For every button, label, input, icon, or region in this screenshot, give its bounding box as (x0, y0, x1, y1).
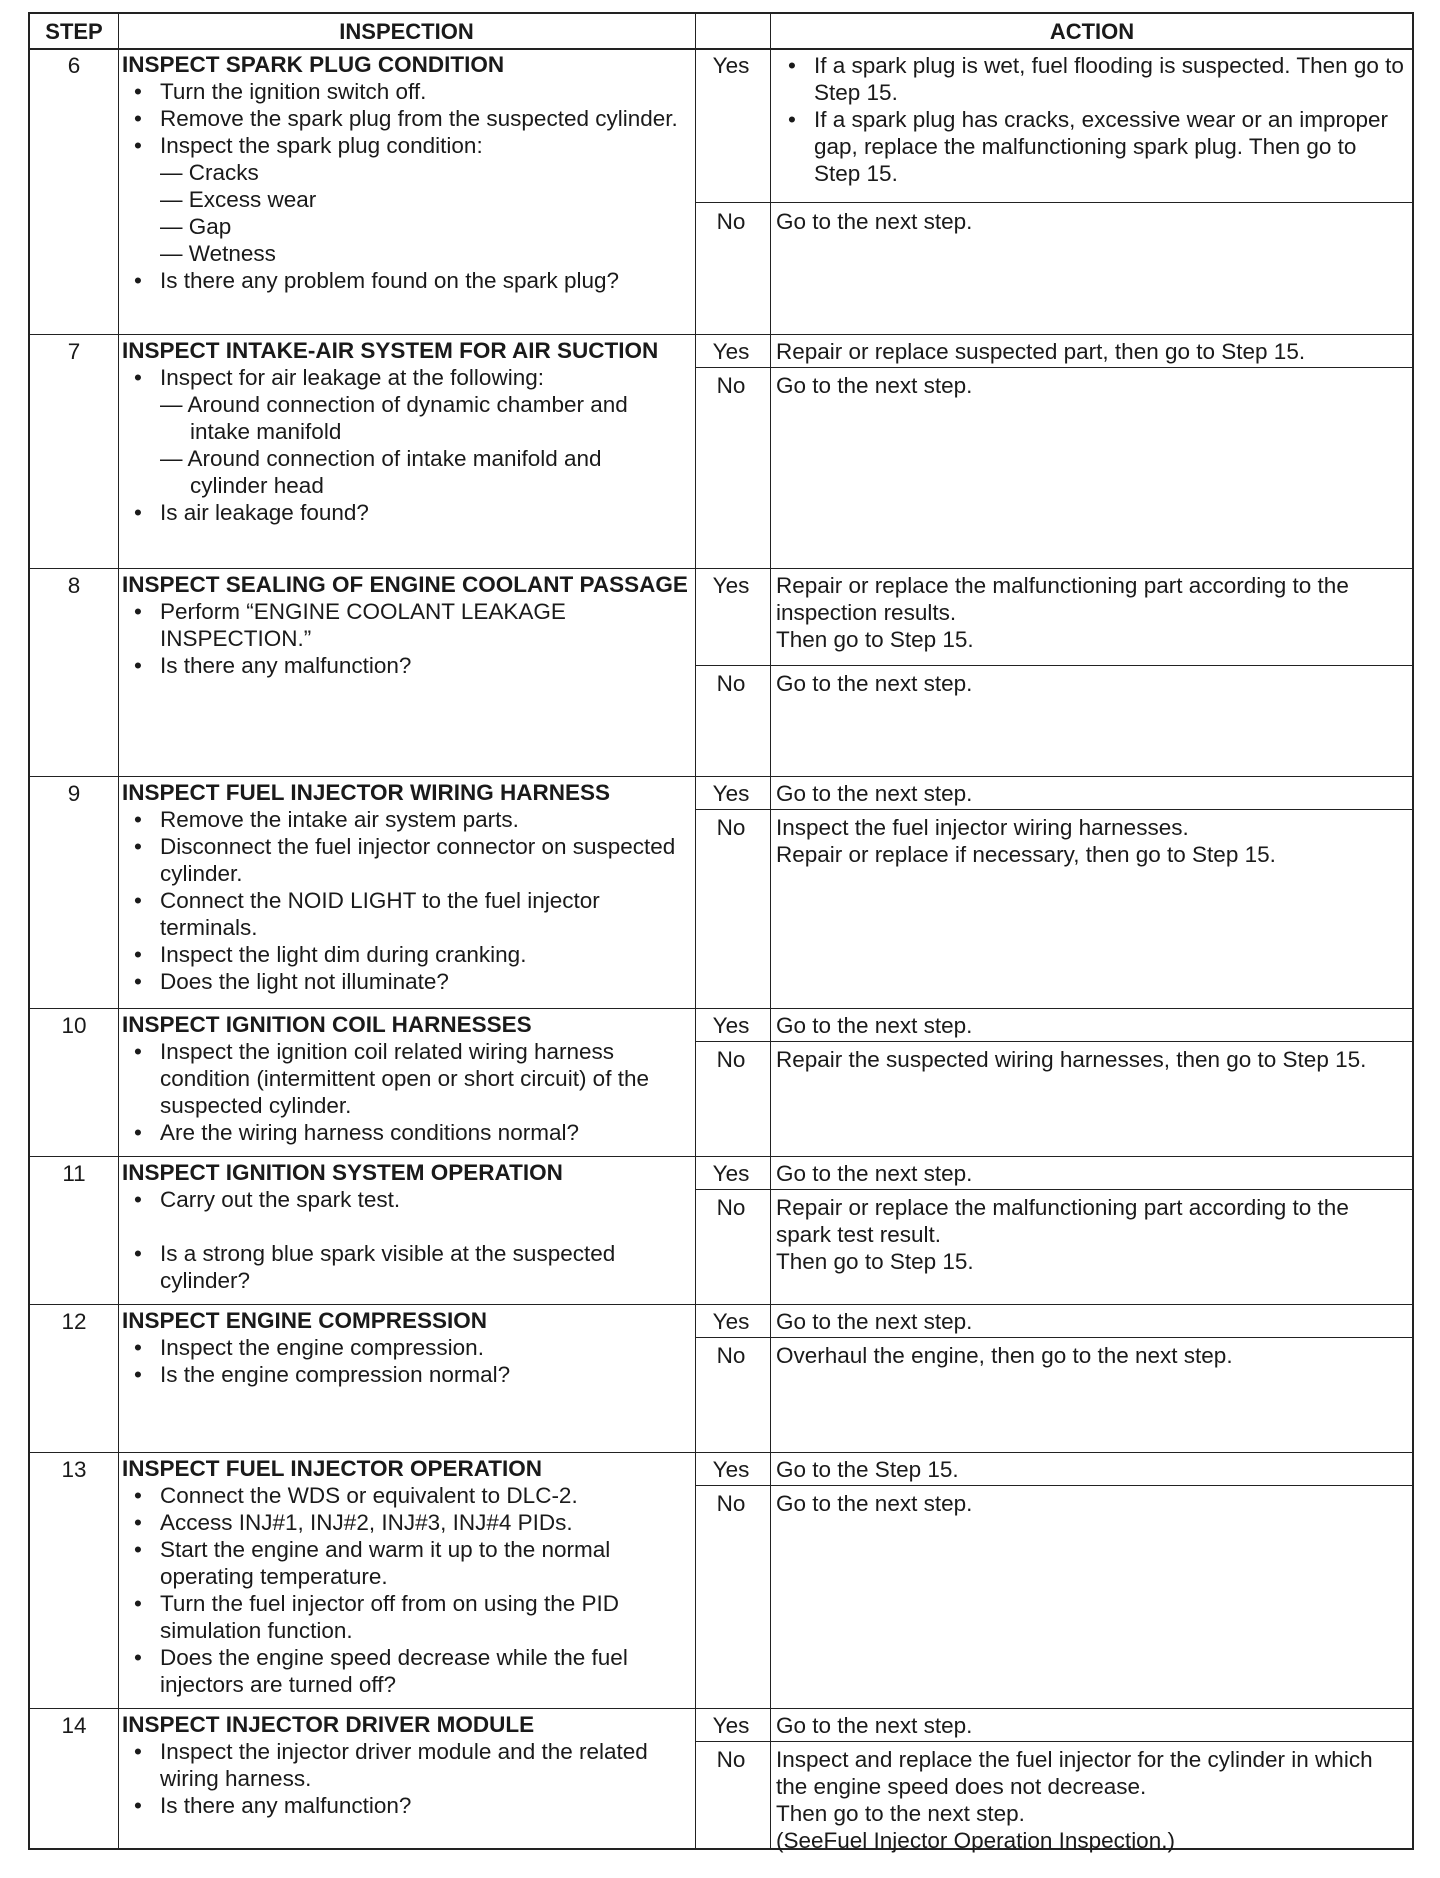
no-action (776, 1746, 1406, 1854)
step-number: 14 (61, 1713, 87, 1738)
inspection-title: INSPECT IGNITION COIL HARNESSES (122, 1012, 532, 1037)
step-number: 6 (67, 53, 81, 78)
header-step: STEP (45, 18, 103, 44)
inspection-cell (122, 51, 692, 294)
inspection-sheet (28, 12, 1414, 1853)
yes-no-divider (695, 1741, 1412, 1742)
yes-no-divider (695, 809, 1412, 810)
inspection-title: INSPECT SEALING OF ENGINE COOLANT PASSAGE (122, 572, 688, 597)
action-line: Inspect and replace the fuel injector for the cylinder in which the engine speed does not decrease. (776, 1747, 1373, 1799)
no-label: No (716, 1343, 746, 1368)
no-label: No (716, 1047, 746, 1072)
no-label: No (716, 1195, 746, 1220)
yes-no-divider (695, 367, 1412, 368)
yes-label: Yes (712, 573, 750, 598)
table-row (30, 1304, 1412, 1452)
inspection-bullet: • Carry out the spark test. (122, 1186, 692, 1213)
no-label: No (716, 209, 746, 234)
inspection-title: INSPECT INJECTOR DRIVER MODULE (122, 1712, 535, 1737)
yes-label: Yes (712, 1161, 750, 1186)
inspection-bullet: • Inspect the injector driver module and the related wiring harness. (122, 1738, 692, 1792)
no-action: Go to the next step. (776, 671, 973, 696)
no-label: No (716, 1747, 746, 1772)
inspection-bullet: • Turn the ignition switch off. (122, 78, 692, 105)
yes-no-divider (695, 1337, 1412, 1338)
inspection-bullet: • Inspect for air leakage at the following: (122, 364, 692, 391)
inspection-title: INSPECT ENGINE COMPRESSION (122, 1308, 488, 1333)
yes-label: Yes (712, 339, 750, 364)
action-bullet: • If a spark plug has cracks, excessive wear or an improper gap, replace the malfunctioning spark plug. Then go to Step 15. (776, 106, 1406, 187)
inspection-bullet: • Perform “ENGINE COOLANT LEAKAGE INSPECTION.” (122, 598, 692, 652)
action-line: Repair or replace if necessary, then go to Step 15. (776, 842, 1276, 867)
action-line: Then go to the next step. (776, 1801, 1025, 1826)
inspection-subitem: — Excess wear (160, 187, 317, 212)
action-line: Inspect the fuel injector wiring harnesses. (776, 815, 1189, 840)
inspection-cell (122, 1011, 692, 1146)
inspection-bullet: • Disconnect the fuel injector connector on suspected cylinder. (122, 833, 692, 887)
inspection-table (28, 12, 1414, 1853)
inspection-bullet: • Remove the intake air system parts. (122, 806, 692, 833)
yes-label: Yes (712, 1309, 750, 1334)
inspection-bullet: • Turn the fuel injector off from on using the PID simulation function. (122, 1590, 692, 1644)
step-number: 7 (67, 339, 81, 364)
table-row (30, 776, 1412, 1008)
yes-no-divider (695, 1485, 1412, 1486)
step-number: 11 (62, 1161, 86, 1186)
inspection-question: • Is there any problem found on the spark plug? (122, 267, 692, 294)
inspection-bullet: • Access INJ#1, INJ#2, INJ#3, INJ#4 PIDs. (122, 1509, 692, 1536)
header-inspection: INSPECTION (339, 18, 474, 44)
step-number: 13 (61, 1457, 87, 1482)
inspection-cell (122, 1159, 692, 1294)
yes-label: Yes (712, 1013, 750, 1038)
yes-action: Go to the Step 15. (776, 1457, 959, 1482)
no-label: No (716, 815, 746, 840)
inspection-question: • Is there any malfunction? (122, 1792, 692, 1819)
inspection-bullet: • Inspect the ignition coil related wiring harness condition (intermittent open or short circuit) of the suspected cylinder. (122, 1038, 692, 1119)
yes-action: Go to the next step. (776, 1713, 973, 1738)
table-row (30, 1708, 1412, 1852)
inspection-question: • Does the light not illuminate? (122, 968, 692, 995)
inspection-cell (122, 1455, 692, 1698)
no-action (776, 814, 1406, 868)
action-line: Then go to Step 15. (776, 627, 974, 652)
inspection-title: INSPECT SPARK PLUG CONDITION (122, 52, 505, 77)
inspection-question: • Is there any malfunction? (122, 652, 692, 679)
step-number: 8 (67, 573, 81, 598)
step-number: 12 (61, 1309, 87, 1334)
inspection-cell (122, 337, 692, 526)
yes-no-divider (695, 1041, 1412, 1042)
yes-label: Yes (712, 781, 750, 806)
inspection-bullet: • Inspect the light dim during cranking. (122, 941, 692, 968)
no-action: Go to the next step. (776, 209, 973, 234)
no-action: Go to the next step. (776, 1491, 973, 1516)
inspection-bullet: • Inspect the spark plug condition: (122, 132, 692, 159)
table-row (30, 48, 1412, 334)
yes-no-divider (695, 665, 1412, 666)
inspection-bullet: • Connect the NOID LIGHT to the fuel injector terminals. (122, 887, 692, 941)
inspection-subitem: — Gap (160, 214, 232, 239)
action-line: (SeeFuel Injector Operation Inspection.) (776, 1828, 1175, 1853)
no-action: Repair the suspected wiring harnesses, then go to Step 15. (776, 1047, 1367, 1072)
no-action (776, 1194, 1406, 1275)
inspection-subitem: — Wetness (160, 241, 276, 266)
header-action: ACTION (1049, 18, 1135, 44)
no-action: Go to the next step. (776, 373, 973, 398)
no-label: No (716, 671, 746, 696)
inspection-bullet: • Connect the WDS or equivalent to DLC-2. (122, 1482, 692, 1509)
inspection-subitem: — Cracks (160, 160, 259, 185)
yes-no-divider (695, 1189, 1412, 1190)
inspection-subitem-cont: cylinder head (190, 473, 324, 498)
inspection-subitem: — Around connection of dynamic chamber and (160, 392, 628, 417)
yes-action (776, 52, 1406, 187)
inspection-title: INSPECT IGNITION SYSTEM OPERATION (122, 1160, 563, 1185)
no-label: No (716, 373, 746, 398)
step-number: 10 (61, 1013, 87, 1038)
yes-action: Go to the next step. (776, 1013, 973, 1038)
inspection-question: • Is air leakage found? (122, 499, 692, 526)
yes-action: Go to the next step. (776, 1309, 973, 1334)
action-line: Repair or replace the malfunctioning part according to the spark test result. (776, 1195, 1349, 1247)
inspection-cell (122, 779, 692, 995)
yes-action: Go to the next step. (776, 1161, 973, 1186)
inspection-question: • Is a strong blue spark visible at the suspected cylinder? (122, 1240, 692, 1294)
inspection-subitem-cont: intake manifold (190, 419, 342, 444)
inspection-title: INSPECT FUEL INJECTOR WIRING HARNESS (122, 780, 610, 805)
yes-action: Go to the next step. (776, 781, 973, 806)
inspection-bullet: • Remove the spark plug from the suspected cylinder. (122, 105, 692, 132)
step-number: 9 (67, 781, 81, 806)
inspection-cell (122, 571, 692, 679)
inspection-title: INSPECT FUEL INJECTOR OPERATION (122, 1456, 543, 1481)
inspection-cell (122, 1307, 692, 1388)
inspection-bullet: • Start the engine and warm it up to the normal operating temperature. (122, 1536, 692, 1590)
inspection-question: • Are the wiring harness conditions normal? (122, 1119, 692, 1146)
yes-label: Yes (712, 53, 750, 78)
table-row (30, 1452, 1412, 1708)
action-line: Repair or replace the malfunctioning part according to the inspection results. (776, 573, 1349, 625)
yes-label: Yes (712, 1457, 750, 1482)
yes-action: Repair or replace suspected part, then go to Step 15. (776, 339, 1306, 364)
action-line: Then go to Step 15. (776, 1249, 974, 1274)
yes-label: Yes (712, 1713, 750, 1738)
table-row (30, 334, 1412, 568)
action-bullet: • If a spark plug is wet, fuel flooding is suspected. Then go to Step 15. (776, 52, 1406, 106)
no-label: No (716, 1491, 746, 1516)
no-action: Overhaul the engine, then go to the next step. (776, 1343, 1233, 1368)
table-row (30, 1008, 1412, 1156)
inspection-question: • Does the engine speed decrease while the fuel injectors are turned off? (122, 1644, 692, 1698)
yes-action (776, 572, 1406, 653)
inspection-subitem: — Around connection of intake manifold and (160, 446, 602, 471)
yes-no-divider (695, 202, 1412, 203)
table-row (30, 1156, 1412, 1304)
inspection-title: INSPECT INTAKE-AIR SYSTEM FOR AIR SUCTION (122, 338, 659, 363)
inspection-cell (122, 1711, 692, 1819)
table-row (30, 568, 1412, 776)
inspection-bullet: • Inspect the engine compression. (122, 1334, 692, 1361)
inspection-question: • Is the engine compression normal? (122, 1361, 692, 1388)
